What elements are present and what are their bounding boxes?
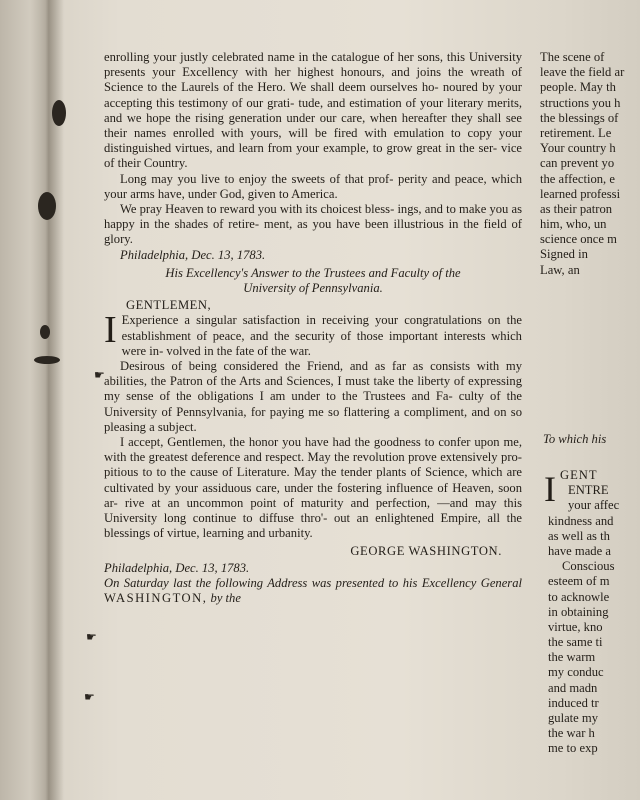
right-column-answer-fragment: GENT I ENTRE your affec kindness and as well as th have made a Conscious esteem of m to acknowle in obtaining virtue, kno the same ti the warm my conduc and madn induced tr gulate my the war h me to exp	[544, 468, 620, 756]
right-column-fragment: The scene of leave the field ar people. May th structions you h the blessings of retirement. Le Your country h can prevent yo the affection, e learned professi as their patron him, who, un science once m Signed in Law, an	[540, 50, 625, 277]
margin-pointing-hand-icon: ☛	[84, 690, 95, 704]
answer-paragraph: Desirous of being considered the Friend, and as far as consists with my abilities, the Patron of the Arts and Sciences, I must take the liberty of expressing my sense of the obligations I am under to the Trustees and Fa- culty of the University of Pennsylvania, for paying me so flattering a compliment, and on so pleasing a subject.	[104, 359, 523, 434]
dateline: Philadelphia, Dec. 13, 1783.	[120, 247, 266, 262]
next-article-intro: On Saturday last the following Address was presented to his Excellency General WASHINGTON, by the	[104, 575, 522, 606]
drop-cap: I	[104, 309, 117, 352]
salutation: GENTLEMEN,	[126, 298, 212, 313]
margin-pointing-hand-icon: ☛	[86, 630, 97, 644]
binding-hole	[52, 100, 66, 126]
address-paragraph: We pray Heaven to reward you with its choicest bless- ings, and to make you as happy in the shades of retire- ment, as you have been illustrious in the field of glory.	[104, 202, 522, 247]
drop-cap: I	[544, 469, 556, 509]
address-paragraph: enrolling your justly celebrated name in the catalogue of her sons, this University presents your Excellency with her highest honours, and joins the wreath of Science to the Laurels of the Hero. We shall deem ourselves ho- noured by your accepting this testimony of our grati- tude, and estimation of your literary merits, and we hope the rising generation under our care, when hereafter they shall see their names enrolled with yours, will be fired with emulation to copy your distinguished virtues, and learn from your example, to grow great in the ser- vice of their Country.	[104, 50, 523, 171]
salutation: GENT	[560, 468, 598, 482]
answer-paragraph: I Experience a singular satisfaction in receiving your congratulations on the establishment of peace, and the security of those important interests which were in- volved in the fate of the war.	[104, 309, 522, 358]
signature: GEORGE WASHINGTON.	[350, 543, 502, 558]
right-column-heading: To which his	[543, 432, 607, 446]
address-paragraph: Long may you live to enjoy the sweets of that prof- perity and peace, which your arms have, under God, given to America.	[104, 171, 522, 201]
margin-pointing-hand-icon: ☛	[94, 368, 105, 382]
answer-heading: His Excellency's Answer to the Trustees and Faculty of the University of Pennsylvania.	[165, 265, 461, 296]
binding-hole	[34, 356, 60, 364]
binding-hole	[38, 192, 56, 220]
answer-paragraph: I accept, Gentlemen, the honor you have had the goodness to confer upon me, with the greatest deference and respect. May the revolution prove extensively pro- pitious to to the cause of Literature. May the tender plants of Science, which are cultivated by your assiduous care, under the fostering influence of Heaven, soon ar- rive at an uncommon point of maturity and perfection, —and may this University long continue to diffuse thro'- out an enlightened Empire, all the blessings of virtue, learning and urbanity.	[104, 435, 522, 541]
main-article-column	[104, 50, 522, 606]
binding-hole	[40, 325, 50, 339]
dateline: Philadelphia, Dec. 13, 1783.	[104, 560, 250, 575]
